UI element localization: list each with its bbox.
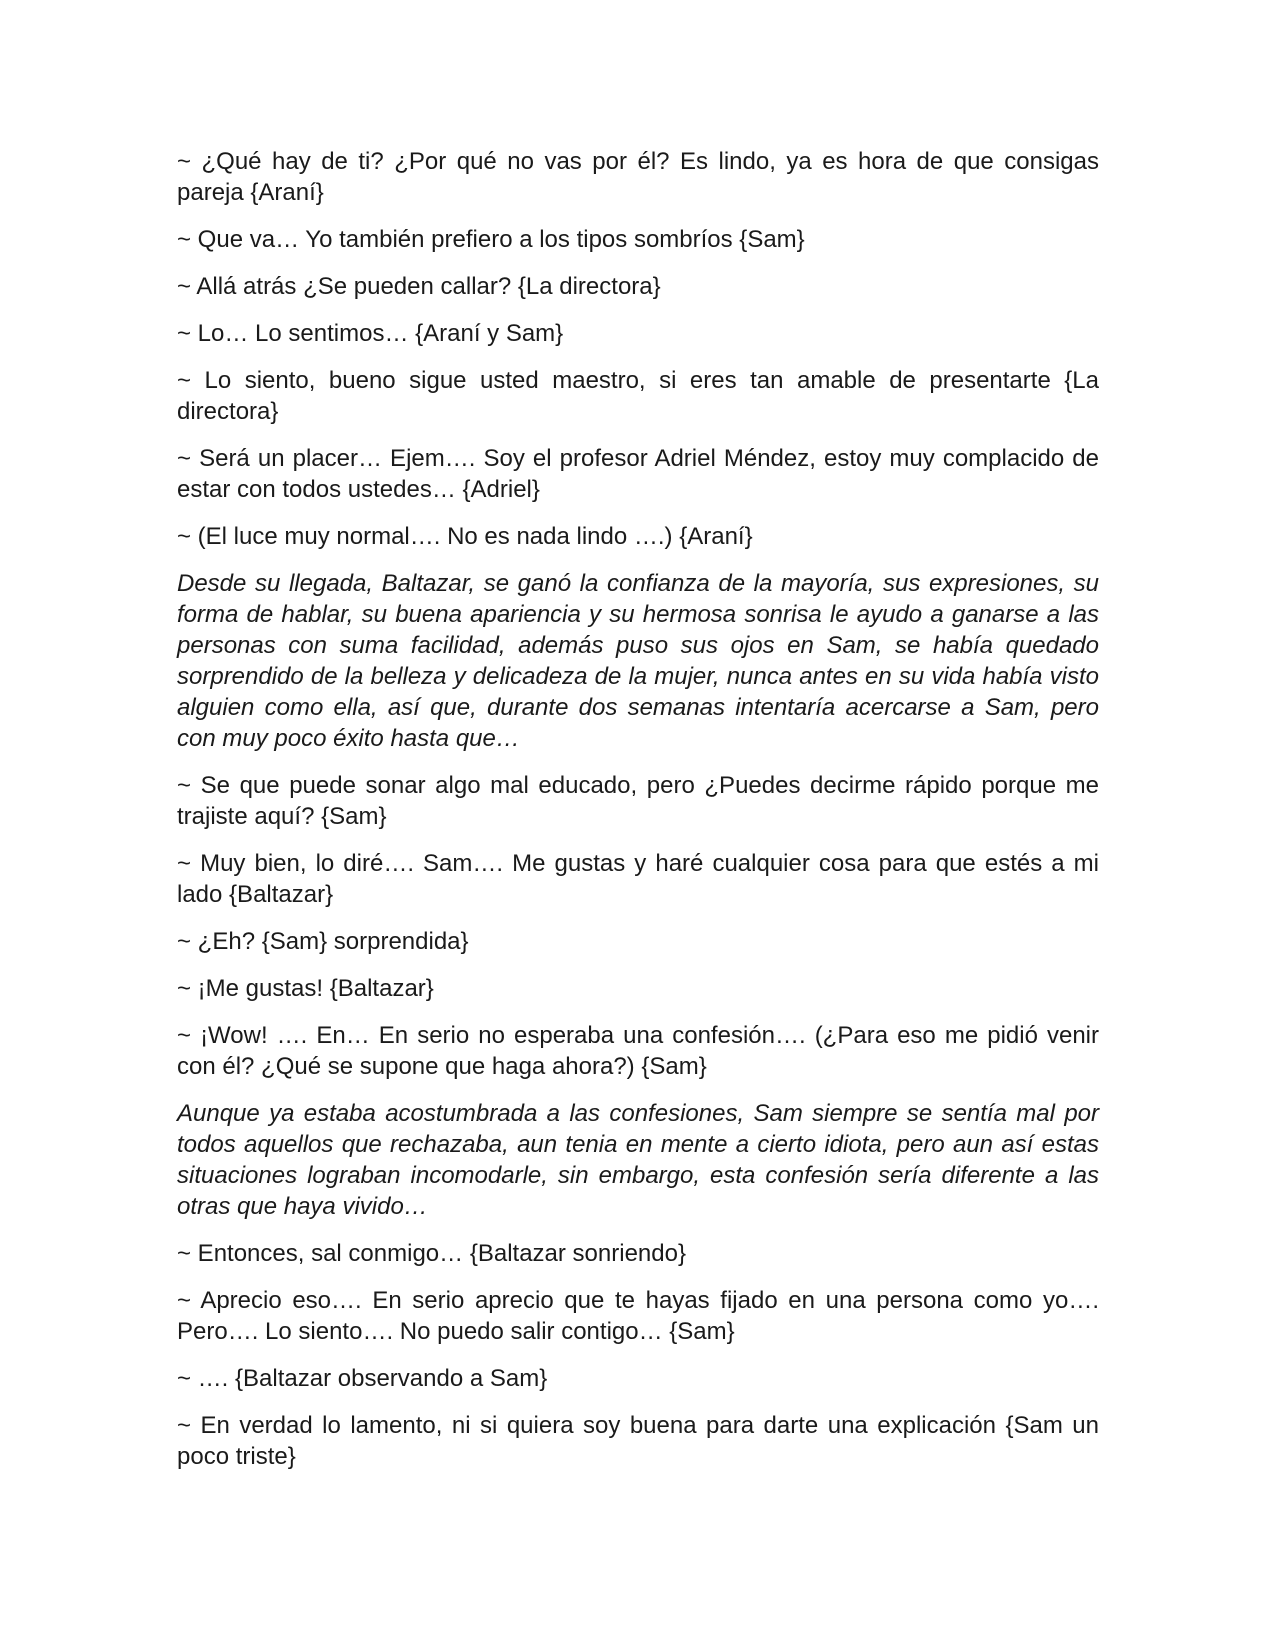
dialogue-paragraph: ~ Allá atrás ¿Se pueden callar? {La directora} — [177, 273, 661, 300]
dialogue-paragraph: ~ Muy bien, lo diré…. Sam…. Me gustas y haré cualquier cosa para que estés a mi lado {Baltazar} — [177, 850, 1099, 908]
narration-paragraph: Desde su llegada, Baltazar, se ganó la confianza de la mayoría, sus expresiones, su forma de hablar, su buena apariencia y su hermosa sonrisa le ayudo a ganarse a las personas con suma facilidad, además puso sus ojos en Sam, se había quedado sorprendido de la belleza y delicadeza de la mujer, nunca antes en su vida había visto alguien como ella, así que, durante dos semanas intentaría acercarse a Sam, pero con muy poco éxito hasta que… — [177, 570, 1099, 752]
dialogue-paragraph: ~ …. {Baltazar observando a Sam} — [177, 1365, 548, 1392]
dialogue-paragraph: ~ Que va… Yo también prefiero a los tipos sombríos {Sam} — [177, 226, 805, 253]
dialogue-paragraph: ~ Aprecio eso…. En serio aprecio que te hayas fijado en una persona como yo…. Pero…. Lo siento…. No puedo salir contigo… {Sam} — [177, 1287, 1099, 1345]
document-page — [177, 146, 1099, 1488]
dialogue-paragraph: ~ En verdad lo lamento, ni si quiera soy buena para darte una explicación {Sam un poco triste} — [177, 1412, 1099, 1470]
dialogue-paragraph: ~ ¡Me gustas! {Baltazar} — [177, 975, 434, 1002]
dialogue-paragraph: ~ Lo… Lo sentimos… {Araní y Sam} — [177, 320, 564, 347]
dialogue-paragraph: ~ Se que puede sonar algo mal educado, pero ¿Puedes decirme rápido porque me trajiste aquí? {Sam} — [177, 772, 1099, 830]
dialogue-paragraph: ~ ¡Wow! …. En… En serio no esperaba una confesión…. (¿Para eso me pidió venir con él? ¿Qué se supone que haga ahora?) {Sam} — [177, 1022, 1099, 1080]
dialogue-paragraph: ~ ¿Eh? {Sam} sorprendida} — [177, 928, 469, 955]
dialogue-paragraph: ~ Será un placer… Ejem…. Soy el profesor Adriel Méndez, estoy muy complacido de estar con todos ustedes… {Adriel} — [177, 445, 1099, 503]
dialogue-paragraph: ~ ¿Qué hay de ti? ¿Por qué no vas por él? Es lindo, ya es hora de que consigas pareja {Araní} — [177, 148, 1099, 206]
dialogue-paragraph: ~ (El luce muy normal…. No es nada lindo ….) {Araní} — [177, 523, 753, 550]
narration-paragraph: Aunque ya estaba acostumbrada a las confesiones, Sam siempre se sentía mal por todos aquellos que rechazaba, aun tenia en mente a cierto idiota, pero aun así estas situaciones lograban incomodarle, sin embargo, esta confesión sería diferente a las otras que haya vivido… — [177, 1100, 1099, 1220]
dialogue-paragraph: ~ Lo siento, bueno sigue usted maestro, si eres tan amable de presentarte {La directora} — [177, 367, 1099, 425]
dialogue-paragraph: ~ Entonces, sal conmigo… {Baltazar sonriendo} — [177, 1240, 686, 1267]
